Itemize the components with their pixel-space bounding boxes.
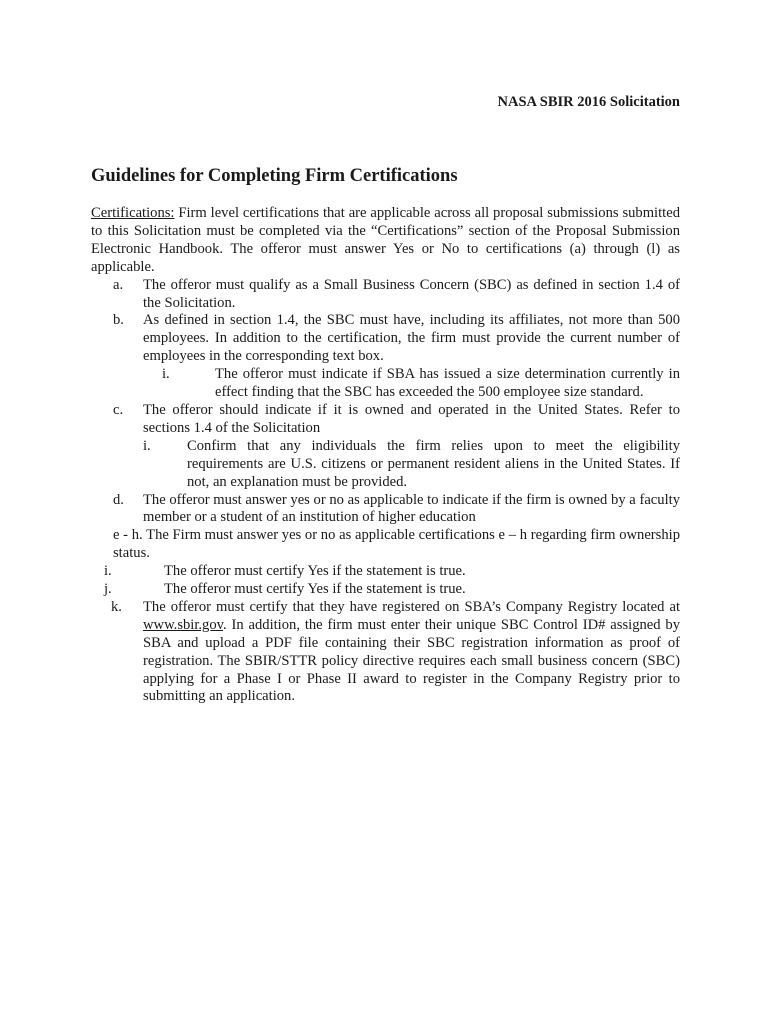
item-text: The offeror must answer yes or no as applicable to indicate if the firm is owned by a faculty member or a student of an institution of higher education	[143, 491, 680, 526]
list-item-a	[91, 277, 680, 313]
subitem-text: The offeror must indicate if SBA has issued a size determination currently in effect finding that the SBC has exceeded the 500 employee size standard.	[215, 366, 680, 401]
list-subitem-b-i	[143, 366, 680, 402]
item-label: d.	[113, 491, 124, 508]
list-item-j	[91, 581, 680, 599]
item-label: j.	[104, 581, 112, 598]
item-label: b.	[113, 312, 124, 329]
list-item-e-h	[91, 527, 680, 563]
sbir-gov-link[interactable]: www.sbir.gov	[143, 616, 223, 633]
list-item-b	[91, 312, 680, 366]
list-item-k	[91, 599, 680, 706]
list-item-c	[91, 402, 680, 438]
document-body	[91, 205, 680, 706]
item-label: a.	[113, 276, 124, 293]
item-text-part: . In addition, the firm must enter their unique SBC Control ID# assigned by SBA and upload a PDF file containing their SBC registration information as proof of registration. The SBIR/STTR policy directive requires each small business concern (SBC) applying for a Phase I or Phase II award to register in the Company Registry prior to submitting an application.	[143, 616, 680, 705]
item-text: The offeror must certify Yes if the statement is true.	[164, 563, 466, 580]
subitem-text: Confirm that any individuals the firm relies upon to meet the eligibility requirements are U.S. citizens or permanent resident aliens in the United States. If not, an explanation must be provided.	[187, 437, 680, 490]
list-subitem-c-i	[143, 438, 680, 492]
item-text	[143, 599, 680, 706]
intro-text: Firm level certifications that are applicable across all proposal submissions submitted to this Solicitation must be completed via the “Certifications” section of the Proposal Submission Electronic Handbook. The offeror must answer Yes or No to certifications (a) through (l) as applicable.	[91, 205, 681, 275]
item-text: e - h. The Firm must answer yes or no as applicable certifications e – h regarding firm ownership status.	[113, 527, 680, 562]
certifications-label: Certifications:	[91, 205, 175, 221]
item-label: i.	[104, 563, 112, 580]
item-text: The offeror must qualify as a Small Business Concern (SBC) as defined in section 1.4 of the Solicitation.	[143, 276, 680, 311]
item-text: As defined in section 1.4, the SBC must have, including its affiliates, not more than 500 employees. In addition to the certification, the firm must provide the current number of employees in the corresponding text box.	[143, 312, 680, 365]
item-text: The offeror must certify Yes if the statement is true.	[164, 581, 466, 598]
subitem-label: i.	[162, 366, 170, 383]
subitem-label: i.	[143, 437, 151, 454]
item-text: The offeror should indicate if it is owned and operated in the United States. Refer to sections 1.4 of the Solicitation	[143, 401, 680, 436]
item-label: c.	[113, 401, 124, 418]
intro-paragraph	[91, 205, 680, 277]
page-title: Guidelines for Completing Firm Certifications	[91, 166, 458, 186]
item-label: k.	[111, 598, 122, 615]
item-text-part: The offeror must certify that they have registered on SBA’s Company Registry located at	[143, 598, 680, 615]
list-item-i	[91, 563, 680, 581]
solicitation-header: NASA SBIR 2016 Solicitation	[497, 94, 680, 110]
list-item-d	[91, 492, 680, 528]
